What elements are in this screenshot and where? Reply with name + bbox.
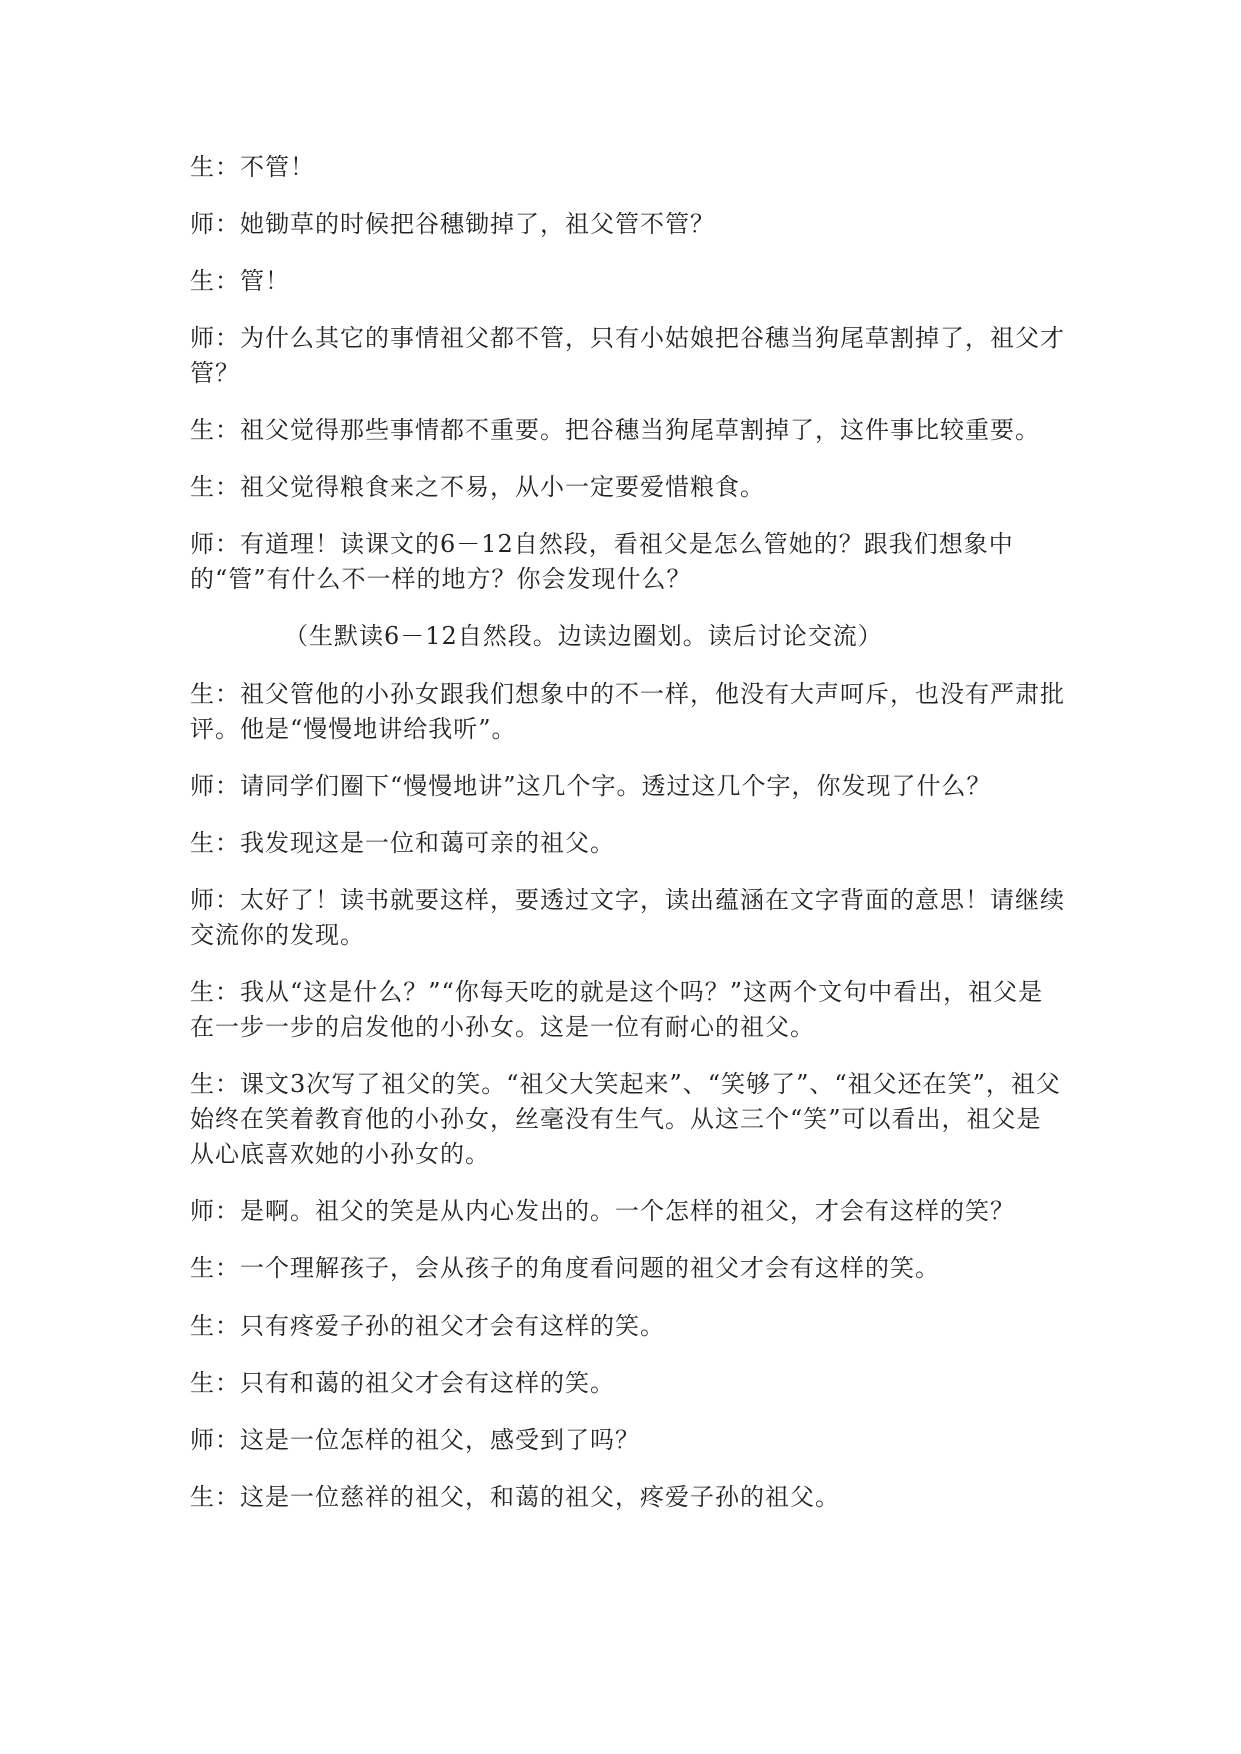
dialogue-line: 师：太好了！读书就要这样，要透过文字，读出蕴涵在文字背面的意思！请继续交流你的发现。: [190, 886, 1065, 949]
dialogue-line: 生：不管！: [190, 153, 315, 181]
dialogue-line: 生：课文3次写了祖父的笑。“祖父大笑起来”、“笑够了”、“祖父还在笑”，祖父始终在笑着教育他的小孙女，丝毫没有生气。从这三个“笑”可以看出，祖父是从心底喜欢她的小孙女的。: [190, 1070, 1061, 1168]
dialogue-line: 生：管！: [190, 267, 290, 295]
dialogue-line: 生：只有和蔼的祖父才会有这样的笑。: [190, 1369, 615, 1397]
dialogue-line: 师：她锄草的时候把谷穗锄掉了，祖父管不管？: [190, 210, 715, 238]
dialogue-line: 生：这是一位慈祥的祖父，和蔼的祖父，疼爱子孙的祖父。: [190, 1483, 840, 1511]
dialogue-line: 生：祖父觉得那些事情都不重要。把谷穗当狗尾草割掉了，这件事比较重要。: [190, 416, 1040, 444]
dialogue-line: 师：是啊。祖父的笑是从内心发出的。一个怎样的祖父，才会有这样的笑？: [190, 1197, 1015, 1225]
dialogue-line: 生：祖父觉得粮食来之不易，从小一定要爱惜粮食。: [190, 473, 765, 501]
dialogue-line: 师：请同学们圈下“慢慢地讲”这几个字。透过这几个字，你发现了什么？: [190, 772, 992, 800]
dialogue-line: 师：有道理！读课文的6－12自然段，看祖父是怎么管她的？跟我们想象中的“管”有什么不一样的地方？你会发现什么？: [190, 530, 1014, 593]
dialogue-line: 生：我从“这是什么？”“你每天吃的就是这个吗？”这两个文句中看出，祖父是在一步一步的启发他的小孙女。这是一位有耐心的祖父。: [190, 978, 1044, 1041]
stage-direction: （生默读6－12自然段。边读边圈划。读后讨论交流）: [284, 622, 883, 650]
dialogue-line: 生：只有疼爱子孙的祖父才会有这样的笑。: [190, 1312, 665, 1340]
dialogue-line: 师：为什么其它的事情祖父都不管，只有小姑娘把谷穗当狗尾草割掉了，祖父才管？: [190, 324, 1065, 387]
dialogue-line: 师：这是一位怎样的祖父，感受到了吗？: [190, 1426, 640, 1454]
dialogue-line: 生：祖父管他的小孙女跟我们想象中的不一样，他没有大声呵斥，也没有严肃批评。他是“慢慢地讲给我听”。: [190, 680, 1065, 743]
dialogue-line: 生：我发现这是一位和蔼可亲的祖父。: [190, 829, 615, 857]
dialogue-line: 生：一个理解孩子，会从孩子的角度看问题的祖父才会有这样的笑。: [190, 1254, 940, 1282]
